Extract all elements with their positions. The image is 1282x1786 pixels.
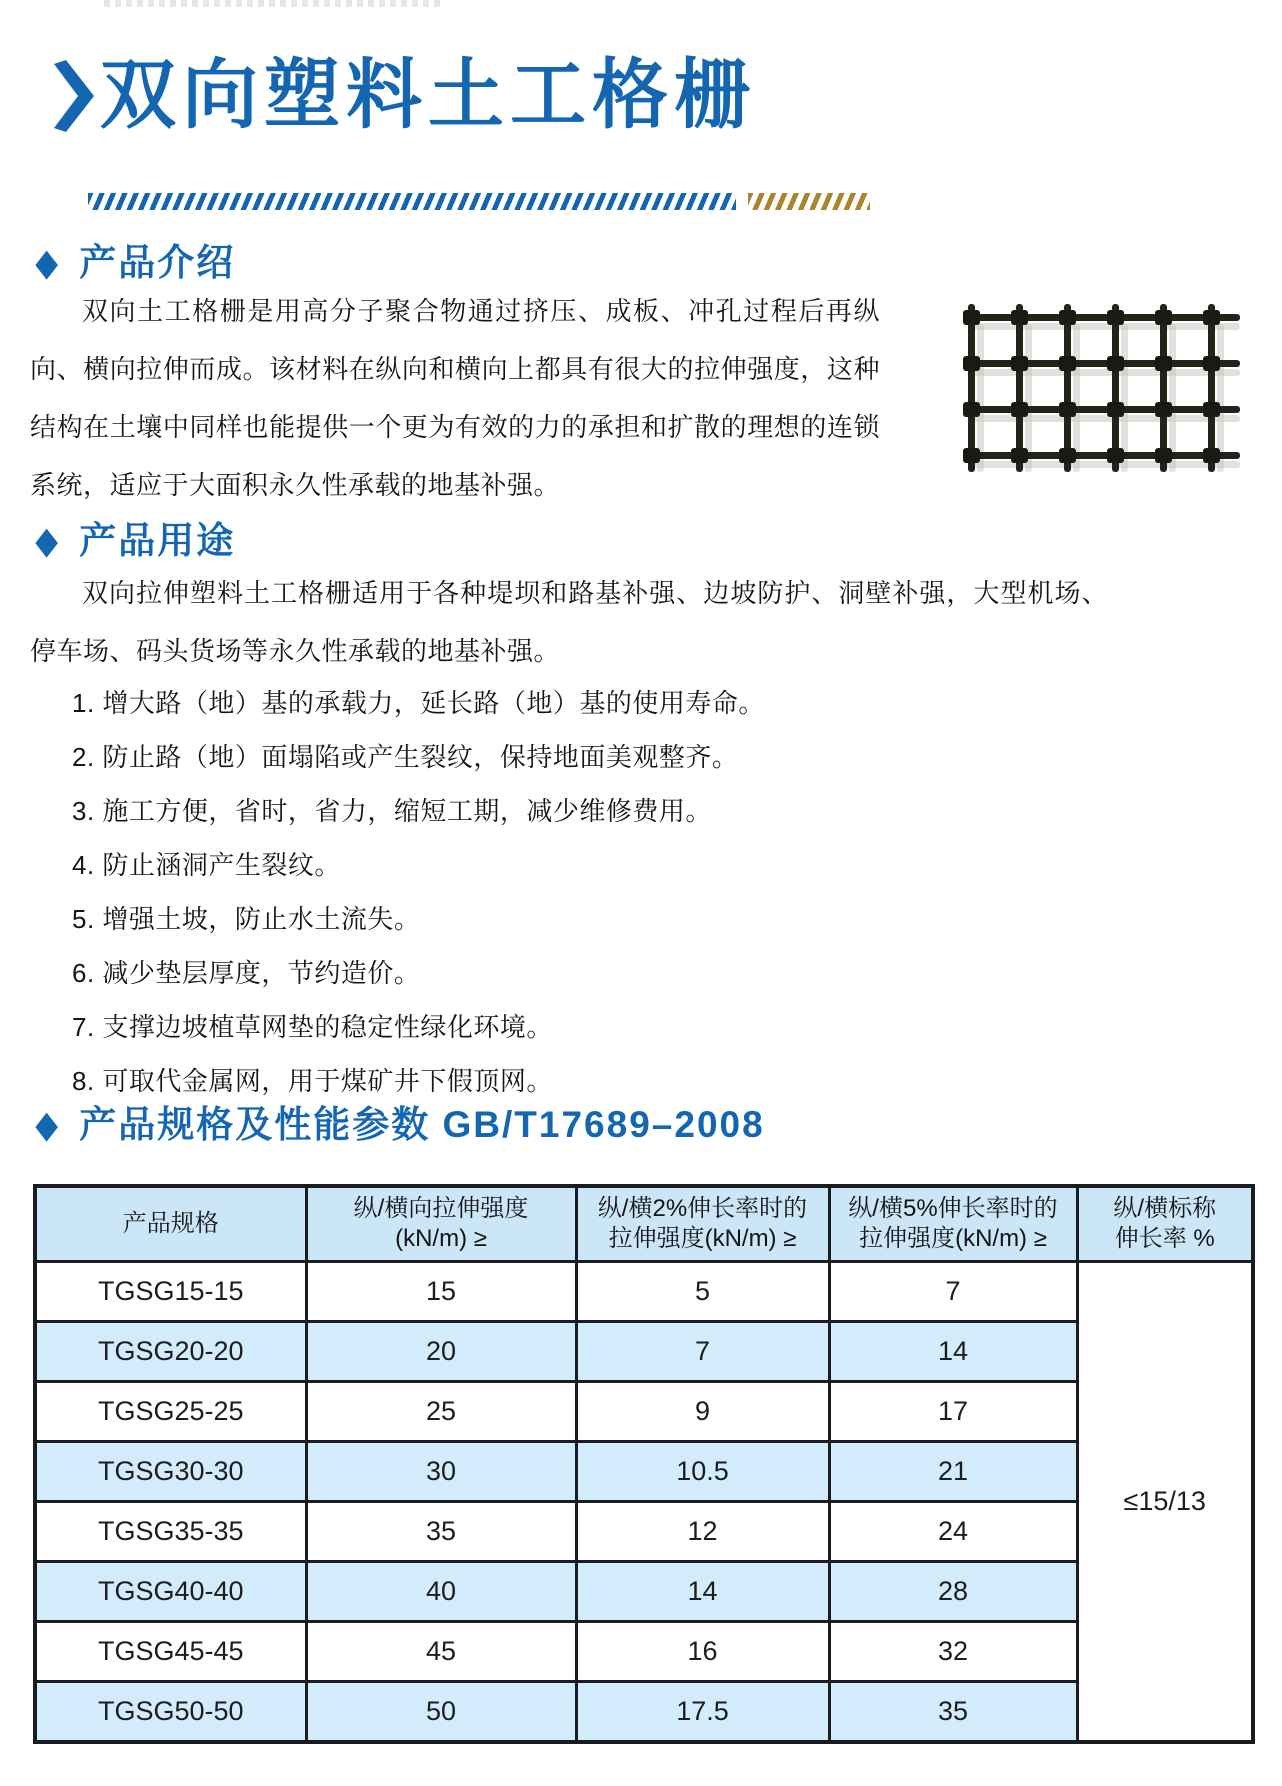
nominal-elongation-value: ≤15/13 [1077,1262,1253,1743]
spec-table [33,1184,1255,1744]
spec-name: TGSG50-50 [35,1682,306,1743]
title-band-gold-stripes [748,193,870,210]
title-band-blue-stripes [88,193,736,210]
specs-heading-text: 产品规格及性能参数 GB/T17689–2008 [79,1104,765,1145]
col-header-nominal-elong: 纵/横标称 伸长率 % [1077,1186,1253,1262]
col-header-2pct: 纵/横2%伸长率时的 拉伸强度(kN/m) ≥ [576,1186,829,1262]
spec-name: TGSG35-35 [35,1502,306,1562]
top-page-remnant [104,0,440,7]
table-row: TGSG25-25 25 9 17 [35,1382,1253,1442]
specs-section-heading [32,1104,765,1147]
intro-section-heading [32,242,235,285]
page-title: 双向塑料土工格栅 [100,53,756,138]
spec-name: TGSG20-20 [35,1322,306,1382]
diamond-icon: ◆ [35,1104,59,1147]
table-row: TGSG35-35 35 12 24 [35,1502,1253,1562]
usage-heading-text: 产品用途 [79,520,236,561]
spec-table-header-row [35,1186,1253,1262]
table-row: TGSG30-30 30 10.5 21 [35,1442,1253,1502]
usage-item-1: 1. 增大路（地）基的承载力，延长路（地）基的使用寿命。 [72,688,765,718]
intro-heading-text: 产品介绍 [79,242,236,283]
usage-item-2: 2. 防止路（地）面塌陷或产生裂纹，保持地面美观整齐。 [72,742,739,772]
diamond-icon: ◆ [35,520,59,563]
spec-name: TGSG45-45 [35,1622,306,1682]
usage-item-5: 5. 增强土坡，防止水土流失。 [72,904,421,934]
table-row: TGSG50-50 50 17.5 35 [35,1682,1253,1743]
spec-name: TGSG15-15 [35,1262,306,1322]
table-row: TGSG45-45 45 16 32 [35,1622,1253,1682]
geogrid-mesh-graphic [956,274,1248,472]
table-row: TGSG20-20 20 7 14 [35,1322,1253,1382]
usage-item-8: 8. 可取代金属网，用于煤矿井下假顶网。 [72,1066,553,1096]
geogrid-product-photo [956,274,1248,472]
spec-name: TGSG25-25 [35,1382,306,1442]
spec-name: TGSG40-40 [35,1562,306,1622]
table-row: TGSG15-15 15 5 7 ≤15/13 [35,1262,1253,1322]
usage-item-4: 4. 防止涵洞产生裂纹。 [72,850,341,880]
chevron-right-icon [50,58,96,134]
spec-name: TGSG30-30 [35,1442,306,1502]
table-row: TGSG40-40 40 14 28 [35,1562,1253,1622]
col-header-5pct: 纵/横5%伸长率时的 拉伸强度(kN/m) ≥ [829,1186,1077,1262]
diamond-icon: ◆ [35,242,59,285]
title-block [50,53,756,138]
col-header-spec: 产品规格 [35,1186,306,1262]
usage-section-heading [32,520,235,563]
intro-paragraph: 双向土工格栅是用高分子聚合物通过挤压、成板、冲孔过程后再纵向、横向拉伸而成。该材料在纵向和横向上都具有很大的拉伸强度，这种结构在土壤中同样也能提供一个更为有效的力的承担和扩散的理想的连锁系统，适应于大面积永久性承载的地基补强。 [30,296,880,500]
usage-item-7: 7. 支撑边坡植草网垫的稳定性绿化环境。 [72,1012,553,1042]
usage-list [72,676,765,1108]
spec-table-wrap [33,1184,1255,1744]
usage-item-3: 3. 施工方便，省时，省力，缩短工期，减少维修费用。 [72,796,712,826]
usage-paragraph: 双向拉伸塑料土工格栅适用于各种堤坝和路基补强、边坡防护、洞壁补强，大型机场、停车场、码头货场等永久性承载的地基补强。 [30,578,1108,666]
usage-item-6: 6. 减少垫层厚度，节约造价。 [72,958,421,988]
col-header-tensile: 纵/横向拉伸强度 (kN/m) ≥ [306,1186,576,1262]
